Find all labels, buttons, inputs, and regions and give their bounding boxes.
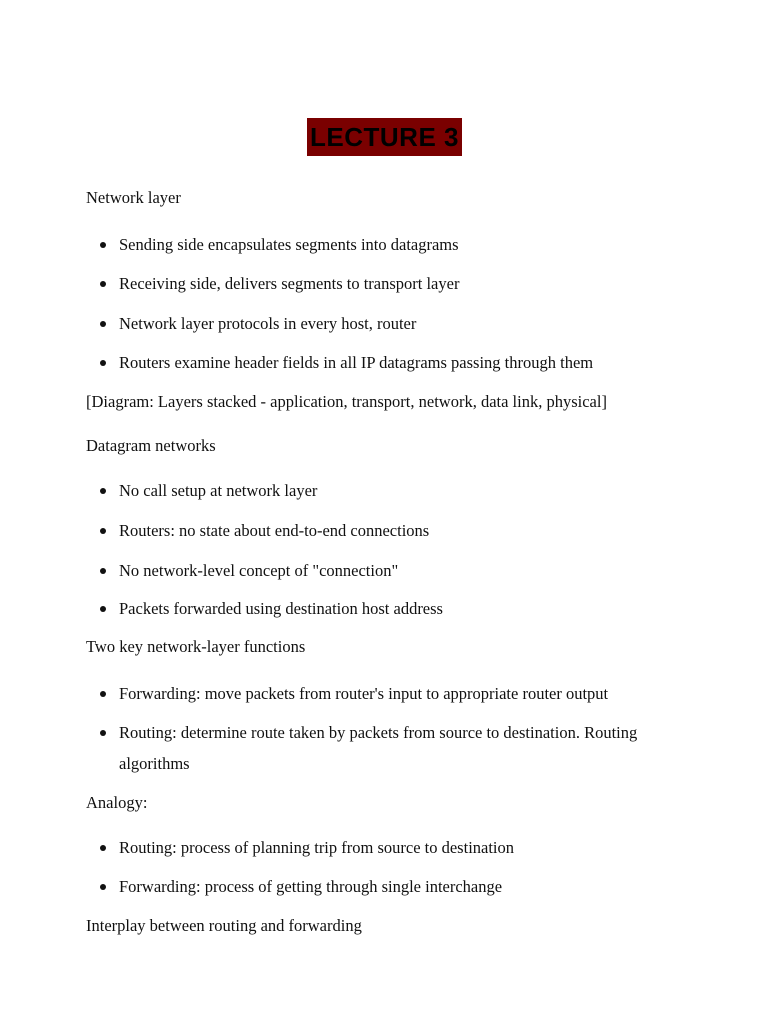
bullet-item: Packets forwarded using destination host address <box>119 599 443 618</box>
bullet-dot <box>100 321 106 327</box>
bullet-dot <box>100 281 106 287</box>
bullet-item: No network-level concept of "connection" <box>119 561 399 580</box>
section-heading-analogy: Analogy: <box>86 793 148 812</box>
diagram-caption: [Diagram: Layers stacked - application, transport, network, data link, physical] <box>86 392 607 411</box>
bullet-dot <box>100 528 106 534</box>
bullet-dot <box>100 845 106 851</box>
bullet-item: Routers examine header fields in all IP datagrams passing through them <box>119 353 594 372</box>
bullet-item: Forwarding: move packets from router's input to appropriate router output <box>119 684 609 703</box>
bullet-item: Routers: no state about end-to-end connections <box>119 521 430 540</box>
bullet-dot <box>100 488 106 494</box>
bullet-dot <box>100 242 106 248</box>
section-heading-network-layer: Network layer <box>86 188 181 207</box>
bullet-dot <box>100 884 106 890</box>
bullet-item: Forwarding: process of getting through single interchange <box>119 877 503 896</box>
section-heading-key-functions: Two key network-layer functions <box>86 637 306 656</box>
bullet-dot <box>100 568 106 574</box>
bullet-dot <box>100 360 106 366</box>
bullet-item: Routing: determine route taken by packets from source to destination. Routing algorithms <box>119 723 638 773</box>
section-heading-datagram-networks: Datagram networks <box>86 436 216 455</box>
bullet-item: Receiving side, delivers segments to transport layer <box>119 274 460 293</box>
bullet-item: Network layer protocols in every host, router <box>119 314 417 333</box>
bullet-dot <box>100 730 106 736</box>
bullet-item: No call setup at network layer <box>119 481 318 500</box>
bullet-dot <box>100 606 106 612</box>
section-heading-interplay: Interplay between routing and forwarding <box>86 916 362 935</box>
bullet-item: Routing: process of planning trip from source to destination <box>119 838 515 857</box>
bullet-item: Sending side encapsulates segments into datagrams <box>119 235 459 254</box>
lecture-title: LECTURE 3 <box>307 118 462 156</box>
bullet-dot <box>100 691 106 697</box>
